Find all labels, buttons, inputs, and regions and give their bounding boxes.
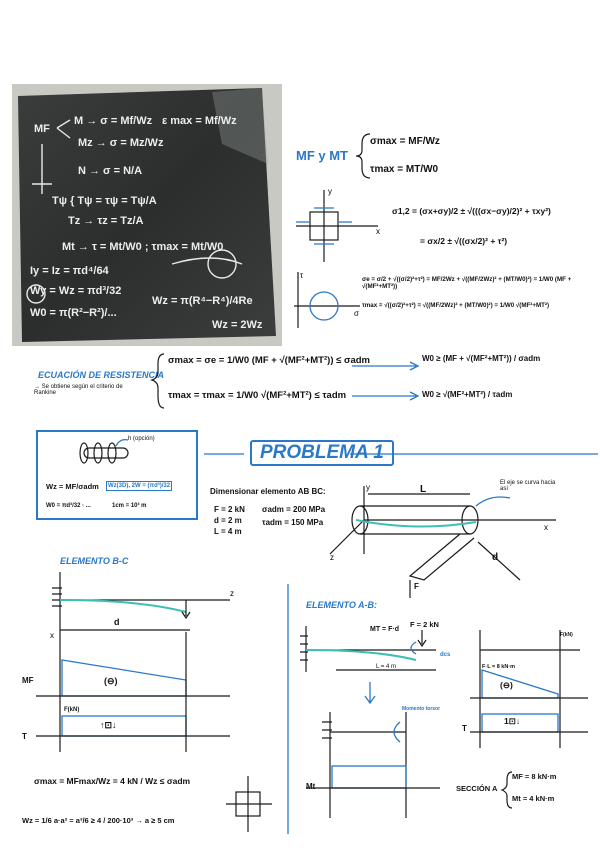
ab-m: MT = F·d bbox=[370, 626, 399, 633]
box-eq2: W0 = πd³/32 · ... bbox=[46, 503, 91, 509]
svg-text:Wz = 2Wz: Wz = 2Wz bbox=[212, 319, 263, 331]
ab-torsor: Momento torsor bbox=[402, 706, 441, 712]
svg-text:x: x bbox=[544, 523, 548, 532]
svg-text:Tz → τz = Tz/A: Tz → τz = Tz/A bbox=[68, 215, 144, 227]
problem-f: F = 2 kN bbox=[214, 505, 245, 514]
box-eq5: 1cm = 10³ m bbox=[112, 503, 147, 509]
svg-text:Wy = Wz = πd³/32: Wy = Wz = πd³/32 bbox=[30, 285, 122, 297]
resistance-title: ECUACIÓN DE RESISTENCIA bbox=[38, 370, 165, 380]
ab-sec: SECCIÓN A bbox=[456, 784, 498, 793]
ab-fl: F·L = 8 kN·m bbox=[482, 664, 516, 670]
svg-text:σ: σ bbox=[354, 309, 359, 318]
ab-t-label: T bbox=[462, 724, 467, 733]
problem-tadm: τadm = 150 MPa bbox=[262, 518, 324, 527]
ab-mf-t-diagrams bbox=[470, 630, 590, 750]
problem-label-L: L bbox=[420, 484, 427, 495]
eq-mohr-tau: τmax = √((σ/2)²+τ²) = √((MF/2Wz)² + (MT/W0)²) = 1/W0 √(MF²+MT²) bbox=[362, 302, 549, 309]
svg-text:Mt → τ = Mt/W0 ; τmax = Mt/W0: Mt → τ = Mt/W0 ; τmax = Mt/W0 bbox=[62, 241, 224, 253]
ab-sec-mf: MF = 8 kN·m bbox=[512, 772, 557, 781]
eq-mohr-sigma: σe = σ/2 + √((σ/2)²+τ²) = MF/2Wz + √((MF/2Wz)² + (MT/W0)²) = 1/W0 (MF + √(MF²+MT²)) bbox=[362, 276, 572, 290]
bc-section-sketch bbox=[224, 774, 274, 834]
bc-mf-sym: (⊖) bbox=[104, 676, 118, 686]
bc-t-sym: ↑⊡↓ bbox=[100, 720, 117, 730]
ab-torsor-diagram bbox=[300, 708, 460, 828]
eq-res-tau: τmax = τmax = 1/W0 √(MF²+MT²) ≤ τadm bbox=[168, 390, 347, 401]
svg-text:Mz → σ = Mz/Wz: Mz → σ = Mz/Wz bbox=[78, 137, 164, 149]
svg-text:x: x bbox=[376, 227, 380, 236]
problem-label-F: F bbox=[414, 582, 419, 591]
problem-3d-sketch bbox=[320, 480, 560, 600]
problem-note: El eje se curva hacia así bbox=[500, 480, 556, 492]
resistance-arrows bbox=[350, 358, 424, 402]
problem-d: d = 2 m bbox=[214, 516, 242, 525]
ab-t-sym: 1⊡↓ bbox=[504, 716, 521, 726]
bc-d-label: d bbox=[114, 617, 120, 627]
problem-title: PROBLEMA 1 bbox=[250, 440, 394, 466]
ab-sec-mt: Mt = 4 kN·m bbox=[512, 794, 555, 803]
problem-l: L = 4 m bbox=[214, 527, 242, 536]
stress-element-sketch bbox=[294, 186, 384, 266]
svg-text:Iy = Iz = πd⁴/64: Iy = Iz = πd⁴/64 bbox=[30, 265, 109, 277]
svg-text:ε max = Mf/Wz: ε max = Mf/Wz bbox=[162, 115, 237, 127]
mohr-circle-sketch bbox=[292, 268, 362, 334]
svg-text:z: z bbox=[230, 589, 234, 598]
res-tau-result: W0 ≥ √(MF²+MT²) / τadm bbox=[422, 390, 513, 399]
eq-sigma12: σ1,2 = (σx+σy)/2 ± √(((σx−σy)/2)² + τxy²) bbox=[392, 206, 551, 216]
box-eq3: Wz(3D), 2W = (πd³)/32 bbox=[108, 483, 171, 489]
svg-text:M → σ = Mf/Wz: M → σ = Mf/Wz bbox=[74, 115, 153, 127]
vertical-divider bbox=[286, 584, 290, 834]
svg-text:Tψ { Tψ = τψ = Tψ/A: Tψ { Tψ = τψ = Tψ/A bbox=[52, 195, 157, 207]
bc-diagrams bbox=[30, 572, 240, 762]
ab-l: L = 4 m bbox=[376, 664, 396, 670]
svg-text:τ: τ bbox=[300, 271, 304, 280]
resistance-note: → Se obtiene según el criterio de Rankine bbox=[34, 384, 123, 396]
svg-text:y: y bbox=[328, 187, 332, 196]
eq-res-sigma: σmax = σe = 1/W0 (MF + √(MF²+MT²)) ≤ σadm bbox=[168, 355, 371, 366]
problem-sadm: σadm = 200 MPa bbox=[262, 505, 326, 514]
resistance-brace bbox=[148, 352, 168, 410]
bc-eq-wz: Wz = 1/6 a·a² = a³/6 ≥ 4 / 200·10³ → a ≥ 5 cm bbox=[22, 816, 175, 825]
eq-sigma-max: σmax = MF/Wz bbox=[370, 136, 440, 147]
eq-tau-max: τmax = MT/W0 bbox=[370, 164, 439, 175]
ab-arrow-down bbox=[362, 680, 378, 706]
svg-text:y: y bbox=[366, 483, 370, 492]
ab-dcs: dcs bbox=[440, 652, 451, 658]
bc-t-top: F(kN) bbox=[64, 707, 80, 713]
box-label-h: h (opción) bbox=[128, 436, 155, 442]
blackboard-photo bbox=[12, 84, 282, 346]
ab-mf-sym: (⊖) bbox=[500, 680, 513, 690]
eq-sigma12-simplified: = σx/2 ± √((σx/2)² + τ²) bbox=[420, 236, 508, 246]
box-eq1: Wz = MF/σadm bbox=[46, 482, 99, 491]
bc-t-label: T bbox=[22, 732, 27, 741]
svg-text:MF: MF bbox=[34, 123, 50, 135]
svg-text:W0 = π(R²−R²)/...: W0 = π(R²−R²)/... bbox=[30, 307, 117, 319]
svg-text:z: z bbox=[330, 553, 334, 562]
svg-text:N → σ = N/A: N → σ = N/A bbox=[78, 165, 143, 177]
bc-title: ELEMENTO B-C bbox=[60, 556, 129, 566]
ab-ft: F(kN) bbox=[560, 632, 573, 638]
ab-mt-label: Mt bbox=[306, 782, 316, 791]
ab-title: ELEMENTO A-B: bbox=[306, 600, 377, 610]
bc-mf-label: MF bbox=[22, 676, 34, 685]
svg-text:x: x bbox=[50, 631, 54, 640]
problem-statement: Dimensionar elemento AB BC: bbox=[210, 487, 326, 496]
problem-label-d: d bbox=[492, 552, 499, 563]
svg-text:Wz = π(R⁴−R⁴)/4Re: Wz = π(R⁴−R⁴)/4Re bbox=[152, 295, 253, 307]
res-sigma-result: W0 ≥ (MF + √(MF²+MT²)) / σadm bbox=[422, 354, 541, 363]
bc-eq-sigma: σmax = MFmax/Wz = 4 kN / Wz ≤ σadm bbox=[34, 776, 191, 786]
mf-mt-label: MF y MT bbox=[296, 148, 348, 163]
ab-f: F = 2 kN bbox=[410, 620, 439, 629]
